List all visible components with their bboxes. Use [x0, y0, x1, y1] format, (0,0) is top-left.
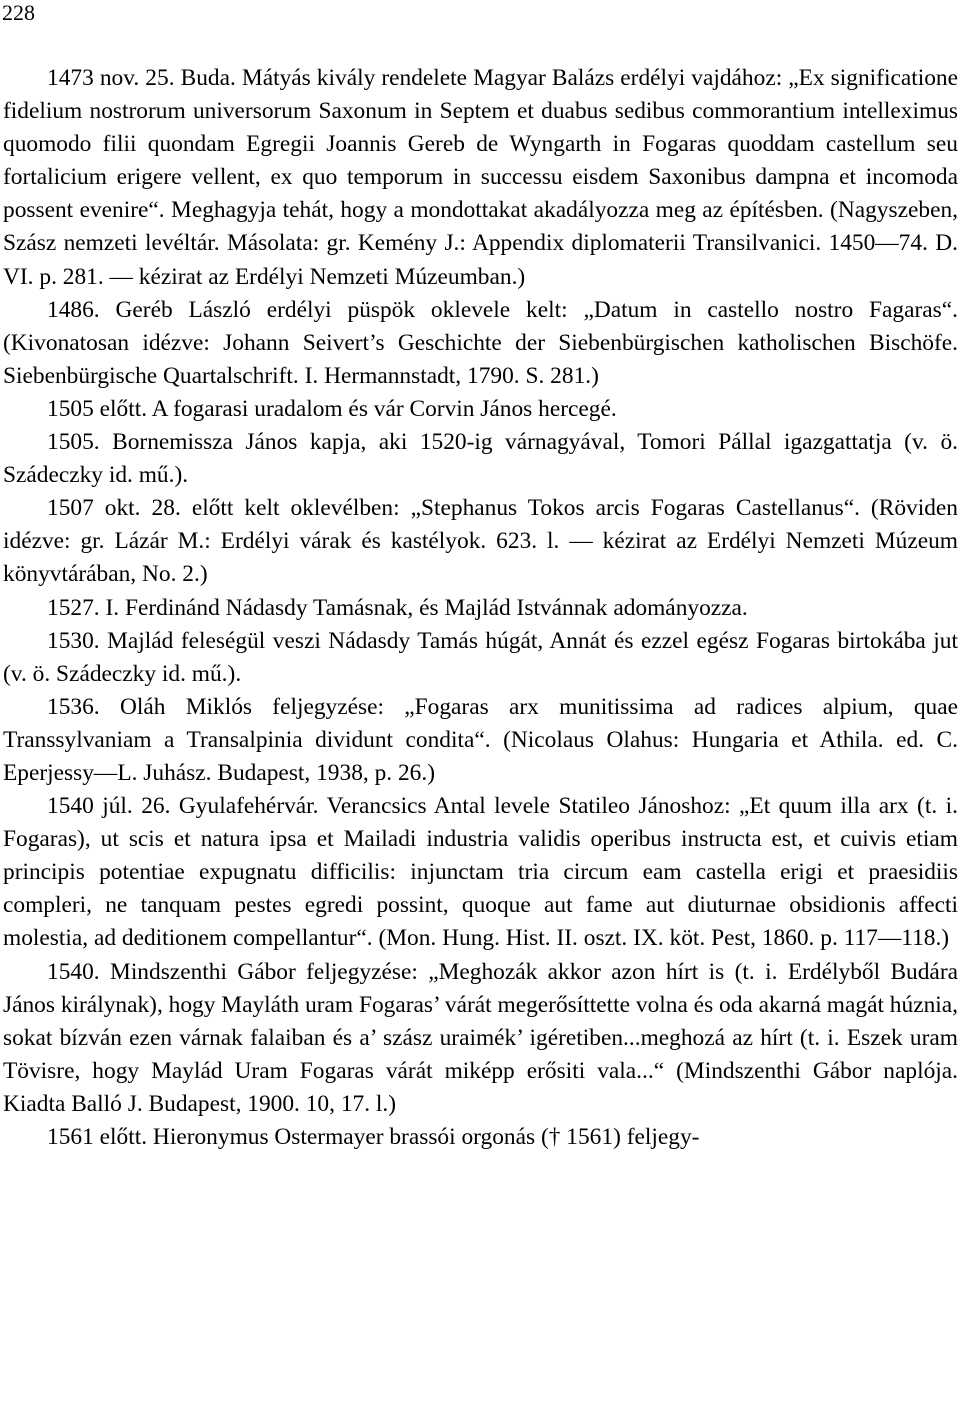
entry-date: 1536. [47, 693, 100, 720]
entry-date: 1505. [47, 429, 100, 456]
entry-date: 1486. [47, 296, 100, 323]
entry-date: 1540 júl. 26. Gyulafehérvár. [47, 793, 319, 820]
entry-1505-elott [3, 393, 958, 426]
entry-text: Mindszenthi Gábor feljegyzése: „Meghozák akkor azon hírt is (t. i. Erdélyből Budára János királynak), hogy Mayláth uram Fogaras’ várát megerősíttette volna és oda akarná magát húznia, sokat bízván ezen várnak falaiban és a’ szász uraimék’ igéretiben...meghozá az hírt (t. i. Eszek uram Tövisre, hogy Maylád Uram Fogaras várát miképp erősiti vala...“ (Mindszenthi Gábor naplója. Kiadta Balló J. Budapest, 1900. 10, 17. l.) [3, 958, 959, 1117]
document-body [3, 62, 958, 1154]
entry-date: 1505 előtt. [47, 395, 148, 422]
entry-text: Verancsics Antal levele Statileo Jánoshoz: „Et quum illa arx (t. i. Fogaras), ut scis et natura ipsa et Mailadi industria validis operibus instructa est, et cuivis etiam principis potentiae expugnatu difficilis: injunctam tria circum eam castella erigi et praesidiis compleri, ne tanquam pestes egredi possint, quoque aut fame aut diuturnae obsidionis affecti molestia, ad deditionem compellantur“. (Mon. Hung. Hist. II. oszt. IX. köt. Pest, 1860. p. 117—118.) [3, 793, 958, 952]
entry-text: Ferdinánd Nádasdy Tamásnak, és Majlád Istvánnak adományozza. [124, 594, 748, 621]
entry-text: Majlád feleségül veszi Nádasdy Tamás húgát, Annát és ezzel egész Fogaras birtokába jut (v. ö. Szádeczky id. mű.). [3, 627, 958, 687]
entry-text: Mátyás kivály rendelete Magyar Balázs erdélyi vajdához: „Ex significatione fidelium nostrorum universorum Saxonum in Septem et duabus sedibus commorantium intelleximus quomodo filii quondam Egregii Joannis Gereb de Wyngarth in Fogaras quoddam castellum seu fortalicium erigere vellent, ex quo temporum in successu eisdem Saxonibus dampna et incomoda possent evenire“. Meghagyja tehát, hogy a mondottakat akadályozza meg az építésben. (Nagyszeben, Szász nemzeti levéltár. Másolata: gr. Kemény J.: Appendix diplomaterii Transilvanici. 1450—74. D. VI. p. 281. — kézirat az Erdélyi Nemzeti Múzeumban.) [3, 65, 958, 290]
entry-text: A fogarasi uradalom és vár Corvin János hercegé. [151, 395, 617, 422]
entry-1505 [3, 426, 958, 492]
entry-date: 1507 okt. 28. [47, 495, 181, 522]
entry-text: Oláh Miklós feljegyzése: „Fogaras arx munitissima ad radices alpium, quae Transsylvaniam a Transalpinia dividunt condita“. (Nicolaus Olahus: Hungaria et Athila. ed. C. Eperjessy—L. Juhász. Budapest, 1938, p. 26.) [3, 693, 958, 786]
entry-date: 1527. I. [47, 594, 120, 621]
entry-1507 [3, 492, 958, 591]
entry-date: 1540. [47, 958, 100, 985]
entry-text: Bornemissza János kapja, aki 1520-ig várnagyával, Tomori Pállal igazgattatja (v. ö. Szádeczky id. mű.). [3, 429, 958, 489]
entry-1486 [3, 294, 958, 393]
entry-1540-jul [3, 790, 958, 955]
entry-1561 [3, 1121, 958, 1154]
entry-date: 1561 előtt. [47, 1124, 148, 1150]
entry-date: 1473 nov. 25. Buda. [47, 65, 236, 91]
entry-1530 [3, 625, 958, 691]
entry-1527 [3, 592, 958, 625]
entry-1540 [3, 956, 958, 1121]
entry-text: Hieronymus Ostermayer brassói orgonás († 1561) feljegy- [152, 1124, 700, 1150]
entry-1536 [3, 691, 958, 790]
entry-date: 1530. [47, 627, 100, 654]
entry-text: Geréb László erdélyi püspök oklevele kelt: „Datum in castello nostro Fagaras“. (Kivonatosan idézve: Johann Seivert’s Geschichte der Siebenbürgischen katholischen Bischöfe. Siebenbürgische Quartalschrift. I. Hermannstadt, 1790. S. 281.) [3, 296, 958, 389]
page-number: 228 [2, 0, 35, 25]
entry-1473 [3, 62, 958, 294]
entry-text: előtt kelt oklevélben: „Stephanus Tokos arcis Fogaras Castellanus“. (Röviden idézve: gr. Lázár M.: Erdélyi várak és kastélyok. 623. l. — kézirat az Erdélyi Nemzeti Múzeum könyvtárában, No. 2.) [3, 495, 958, 588]
